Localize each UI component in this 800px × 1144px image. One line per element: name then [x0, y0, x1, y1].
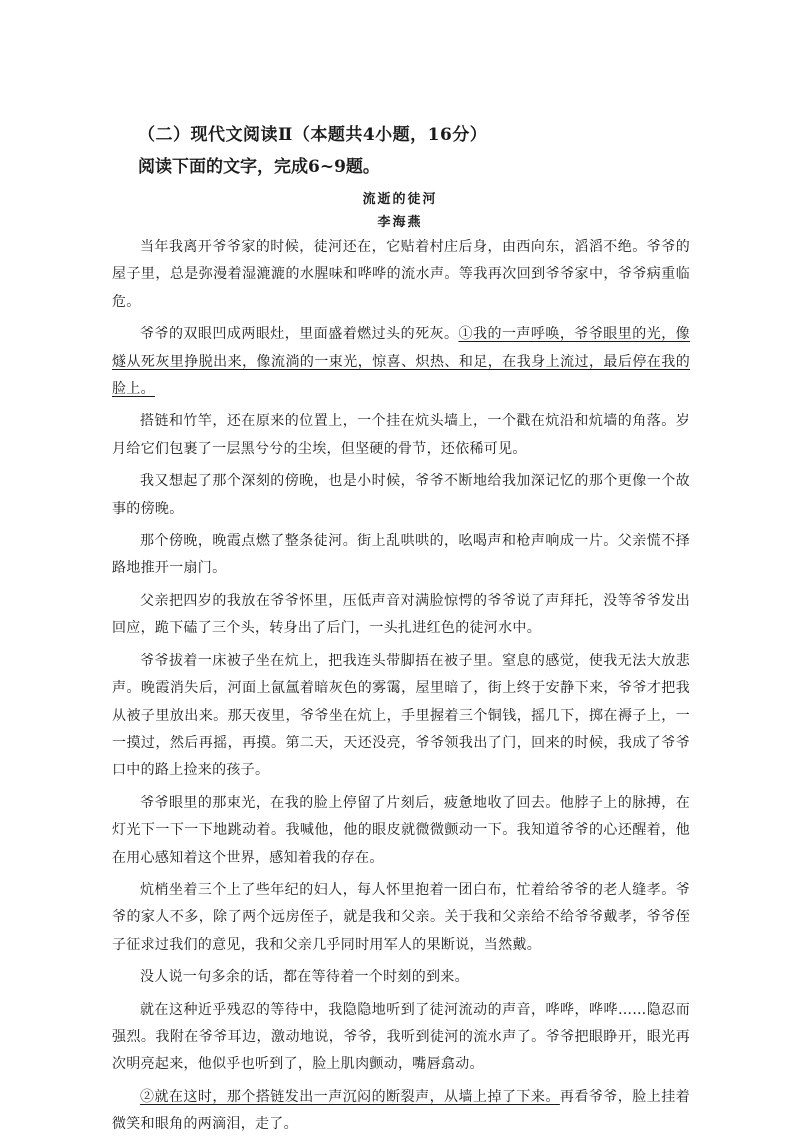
- paragraph: [112, 234, 690, 316]
- article-body: [112, 234, 690, 1144]
- paragraph: [112, 964, 690, 991]
- paragraph-text: 我又想起了那个深刻的傍晚，也是小时候，爷爷不断地给我加深记忆的那个更像一个故事的傍晚。: [112, 473, 690, 517]
- paragraph-text: 爷爷拔着一床被子坐在炕上，把我连头带脚捂在被子里。窒息的感觉，使我无法大放悲声。晚霞消失后，河面上氤氲着暗灰色的雾霭，屋里暗了，街上终于安静下来，爷爷才把我从被子里放出来。那天夜里，爷爷坐在炕上，手里握着三个铜钱，摇几下，掷在褥子上，一一摸过，然后再摇，再摸。第二天，天还没亮，爷爷领我出了门，回来的时候，我成了爷爷口中的路上捡来的孩子。: [112, 652, 690, 779]
- paragraph-text: 爷爷的双眼凹成两眼灶，里面盛着燃过头的死灰。: [140, 326, 459, 343]
- paragraph-text: 当年我离开爷爷家的时候，徒河还在，它贴着村庄后身，由西向东，滔滔不绝。爷爷的屋子里，总是弥漫着湿漉漉的水腥味和哗哗的流水声。等我再次回到爷爷家中，爷爷病重临危。: [112, 239, 690, 310]
- paragraph-text: 爷爷眼里的那束光，在我的脸上停留了片刻后，疲惫地收了回去。他脖子上的脉搏，在灯光下一下一下地跳动着。我喊他，他的眼皮就微微颤动一下。我知道爷爷的心还醒着，他在用心感知着这个世界，感知着我的存在。: [112, 794, 690, 866]
- paragraph-text: 再看爷爷，脸上挂着微笑和眼角的两滴泪，走了。: [112, 1088, 691, 1133]
- paragraph: [112, 1084, 690, 1139]
- paragraph: [112, 997, 690, 1079]
- underlined-sentence-1: ①我的一声呼唤，爷爷眼里的光，像燧从死灰里挣脱出来，像流淌的一束光，惊喜、炽热、和足，在我身上流过，最后停在我的脸上。: [112, 326, 690, 398]
- paragraph-text: 父亲把四岁的我放在爷爷怀里，压低声音对满脸惊愕的爷爷说了声拜托，没等爷爷发出回应，跪下磕了三个头，转身出了后门，一头扎进红色的徒河水中。: [112, 592, 690, 637]
- underlined-sentence-2: ②就在这时，那个搭链发出一声沉闷的断裂声，从墙上掉了下来。: [140, 1088, 560, 1105]
- paragraph-text: 就在这种近乎残忍的等待中，我隐隐地听到了徒河流动的声音，哗哗，哗哗……隐忍而强烈。我附在爷爷耳边，激动地说，爷爷，我听到徒河的流水声了。爷爷把眼睁开，眼光再次明亮起来，他似乎也听到了，脸上肌肉颤动，嘴唇翕动。: [112, 1001, 690, 1073]
- instruction: 阅读下面的文字，完成6~9题。: [138, 157, 380, 177]
- paragraph: [112, 321, 690, 403]
- paragraph: [112, 790, 690, 872]
- section-title: （二）现代文阅读Ⅱ（本题共4小题，16分）: [138, 125, 488, 145]
- paragraph: [112, 588, 690, 643]
- paragraph-text: 搭链和竹竿，还在原来的位置上，一个挂在炕头墙上，一个戳在炕沿和炕墙的角落。岁月给它们包裹了一层黑兮兮的尘埃，但坚硬的骨节，还依稀可见。: [112, 413, 690, 457]
- article-author: 李海燕: [377, 215, 423, 230]
- paragraph: [112, 408, 690, 463]
- paragraph: [112, 468, 690, 523]
- paragraph: [112, 648, 690, 785]
- paragraph: [112, 528, 690, 583]
- paragraph-text: 炕梢坐着三个上了些年纪的妇人，每人怀里抱着一团白布，忙着给爷爷的老人缝孝。爷爷的家人不多，除了两个远房侄子，就是我和父亲。关于我和父亲给不给爷爷戴孝，爷爷侄子征求过我们的意见，我和父亲几乎同时用军人的果断说，当然戴。: [112, 881, 690, 953]
- paragraph-text: 没人说一句多余的话，都在等待着一个时刻的到来。: [140, 969, 469, 986]
- paragraph: [112, 877, 690, 959]
- paragraph-text: 那个傍晚，晚霞点燃了整条徒河。街上乱哄哄的，吆喝声和枪声响成一片。父亲慌不择路地推开一扇门。: [112, 533, 690, 577]
- article-title: 流逝的徒河: [362, 192, 438, 207]
